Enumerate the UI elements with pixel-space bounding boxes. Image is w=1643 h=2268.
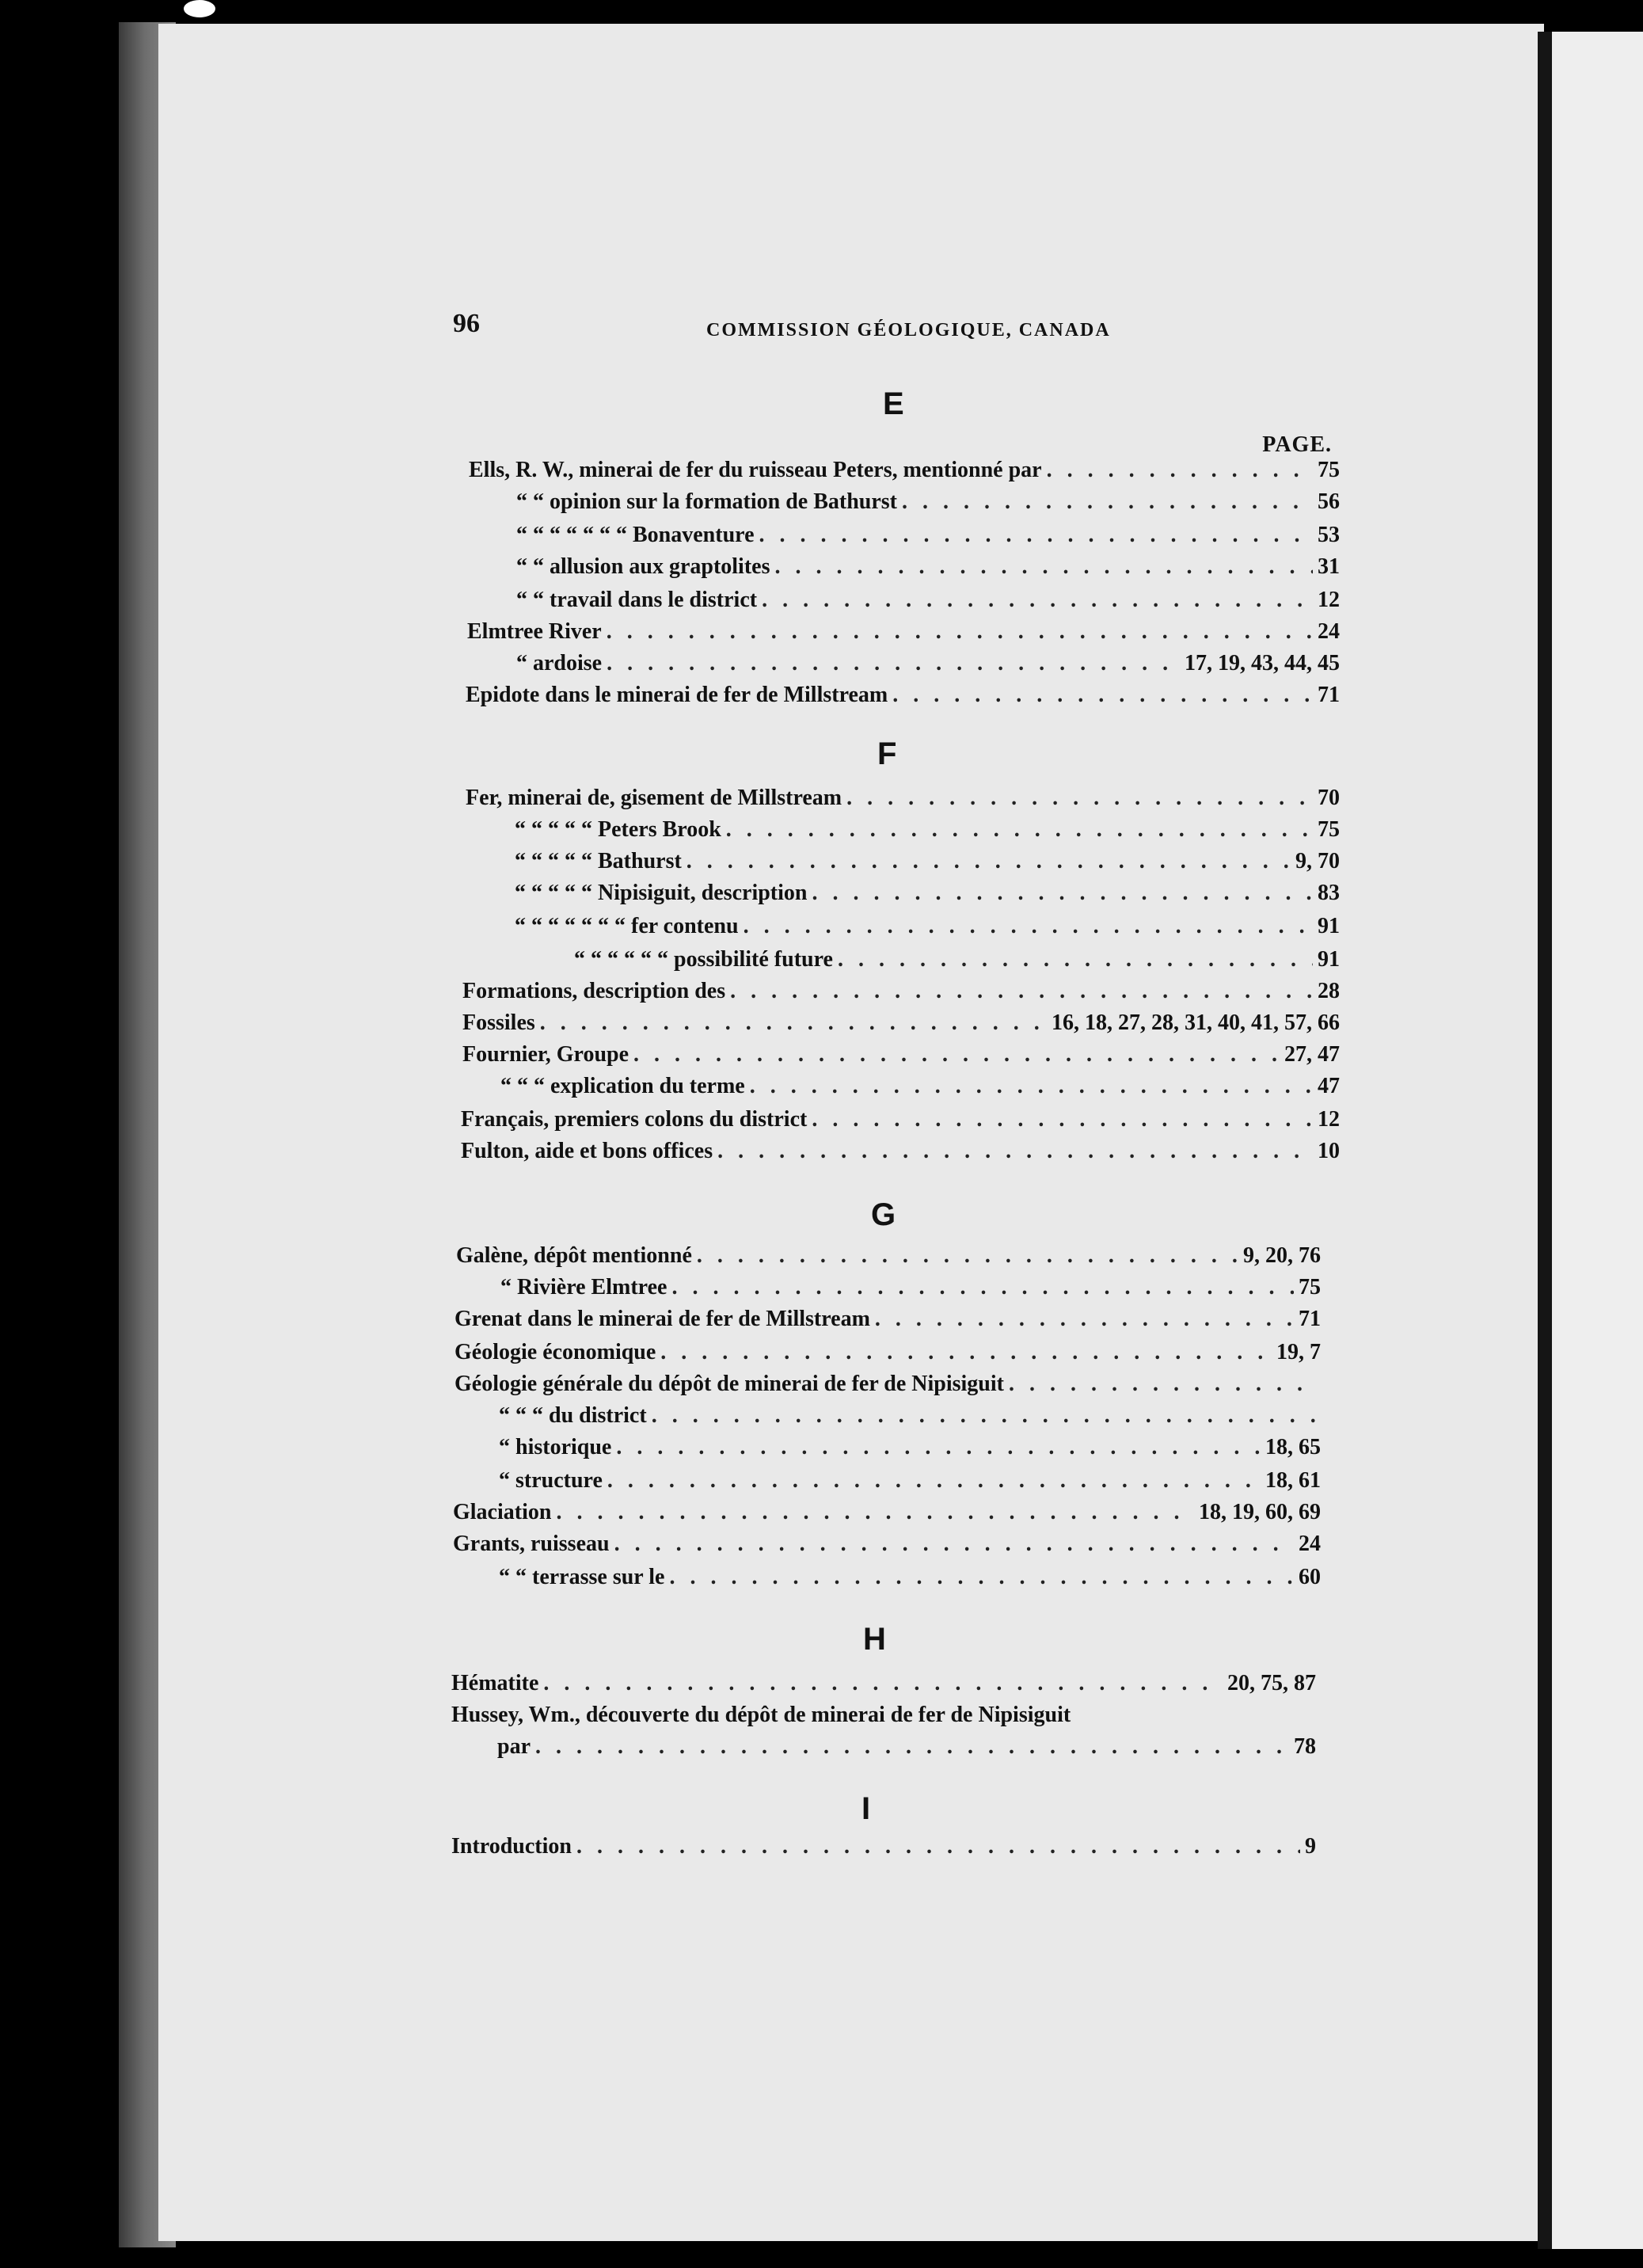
section-letter-f: F <box>877 736 897 771</box>
index-entry: “ “ “ “ “ “ “ Bonaventure . . . 53 <box>516 523 1340 554</box>
index-entry: Fer, minerai de, gisement de Millstream . . . 70 <box>466 786 1340 817</box>
index-entry: “ “ travail dans le district . . . 12 <box>516 588 1340 619</box>
section-letter-g: G <box>871 1197 896 1232</box>
index-entry: Epidote dans le minerai de fer de Millstream . . . 71 <box>466 683 1340 714</box>
index-entry: Grenat dans le minerai de fer de Millstream . . . 71 <box>454 1307 1321 1338</box>
index-entry: Hématite . . . 20, 75, 87 <box>451 1671 1316 1703</box>
index-entry: “ “ “ du district . . . <box>499 1403 1321 1435</box>
index-entry: Fournier, Groupe . . . 27, 47 <box>462 1042 1340 1074</box>
page-header <box>453 309 1332 356</box>
index-entry: Introduction . . . 9 <box>451 1834 1316 1866</box>
index-entry: par . . . 78 <box>497 1734 1316 1766</box>
index-entry: Fossiles . . . 16, 18, 27, 28, 31, 40, 41, 57, 66 <box>462 1010 1340 1042</box>
index-entry: “ “ opinion sur la formation de Bathurst . . . 56 <box>516 489 1340 521</box>
page-number: 96 <box>453 309 480 338</box>
running-title: COMMISSION GÉOLOGIQUE, CANADA <box>706 320 1111 341</box>
index-entry: Elmtree River . . . 24 <box>467 619 1340 651</box>
index-entry: Géologie économique . . . 19, 7 <box>454 1340 1321 1372</box>
index-entry: Galène, dépôt mentionné . . . 9, 20, 76 <box>456 1243 1321 1275</box>
index-entry: “ Rivière Elmtree . . . 75 <box>500 1275 1321 1307</box>
section-letter-e: E <box>883 386 904 421</box>
section-letter-h: H <box>863 1622 886 1657</box>
index-entry: Grants, ruisseau . . . 24 <box>453 1532 1321 1563</box>
index-entry: “ ardoise . . . 17, 19, 43, 44, 45 <box>516 651 1340 683</box>
index-entry: Glaciation . . . 18, 19, 60, 69 <box>453 1500 1321 1532</box>
index-entry: Français, premiers colons du district . . . 12 <box>461 1107 1340 1139</box>
index-entry: “ “ “ “ “ “ “ fer contenu . . . 91 <box>515 914 1340 946</box>
scan-speck <box>184 0 215 17</box>
page-column-heading: PAGE. <box>1262 432 1332 457</box>
index-entry: “ “ “ “ “ Peters Brook . . . 75 <box>515 817 1340 849</box>
facing-page <box>1552 32 1643 2249</box>
index-entry: Ells, R. W., minerai de fer du ruisseau Peters, mentionné par . . . 75 <box>469 458 1340 489</box>
index-entry: Géologie générale du dépôt de minerai de fer de Nipisiguit . . . <box>454 1372 1321 1403</box>
index-entry: “ “ “ “ “ “ possibilité future . . . 91 <box>574 947 1340 979</box>
index-entry: “ “ “ explication du terme . . . 47 <box>500 1074 1340 1105</box>
index-entry: “ “ “ “ “ Bathurst . . . 9, 70 <box>515 849 1340 881</box>
index-entry: Formations, description des . . . 28 <box>462 979 1340 1010</box>
index-entry: Hussey, Wm., découverte du dépôt de minerai de fer de Nipisiguit <box>451 1703 1071 1727</box>
index-entry: “ historique . . . 18, 65 <box>499 1435 1321 1467</box>
index-entry: “ structure . . . 18, 61 <box>499 1468 1321 1500</box>
section-letter-i: I <box>861 1791 871 1826</box>
index-entry: “ “ terrasse sur le . . . 60 <box>499 1565 1321 1596</box>
index-entry: “ “ “ “ “ Nipisiguit, description . . . 83 <box>515 881 1340 912</box>
index-entry: Fulton, aide et bons offices . . . 10 <box>461 1139 1340 1170</box>
index-entry: “ “ allusion aux graptolites . . . 31 <box>516 554 1340 586</box>
